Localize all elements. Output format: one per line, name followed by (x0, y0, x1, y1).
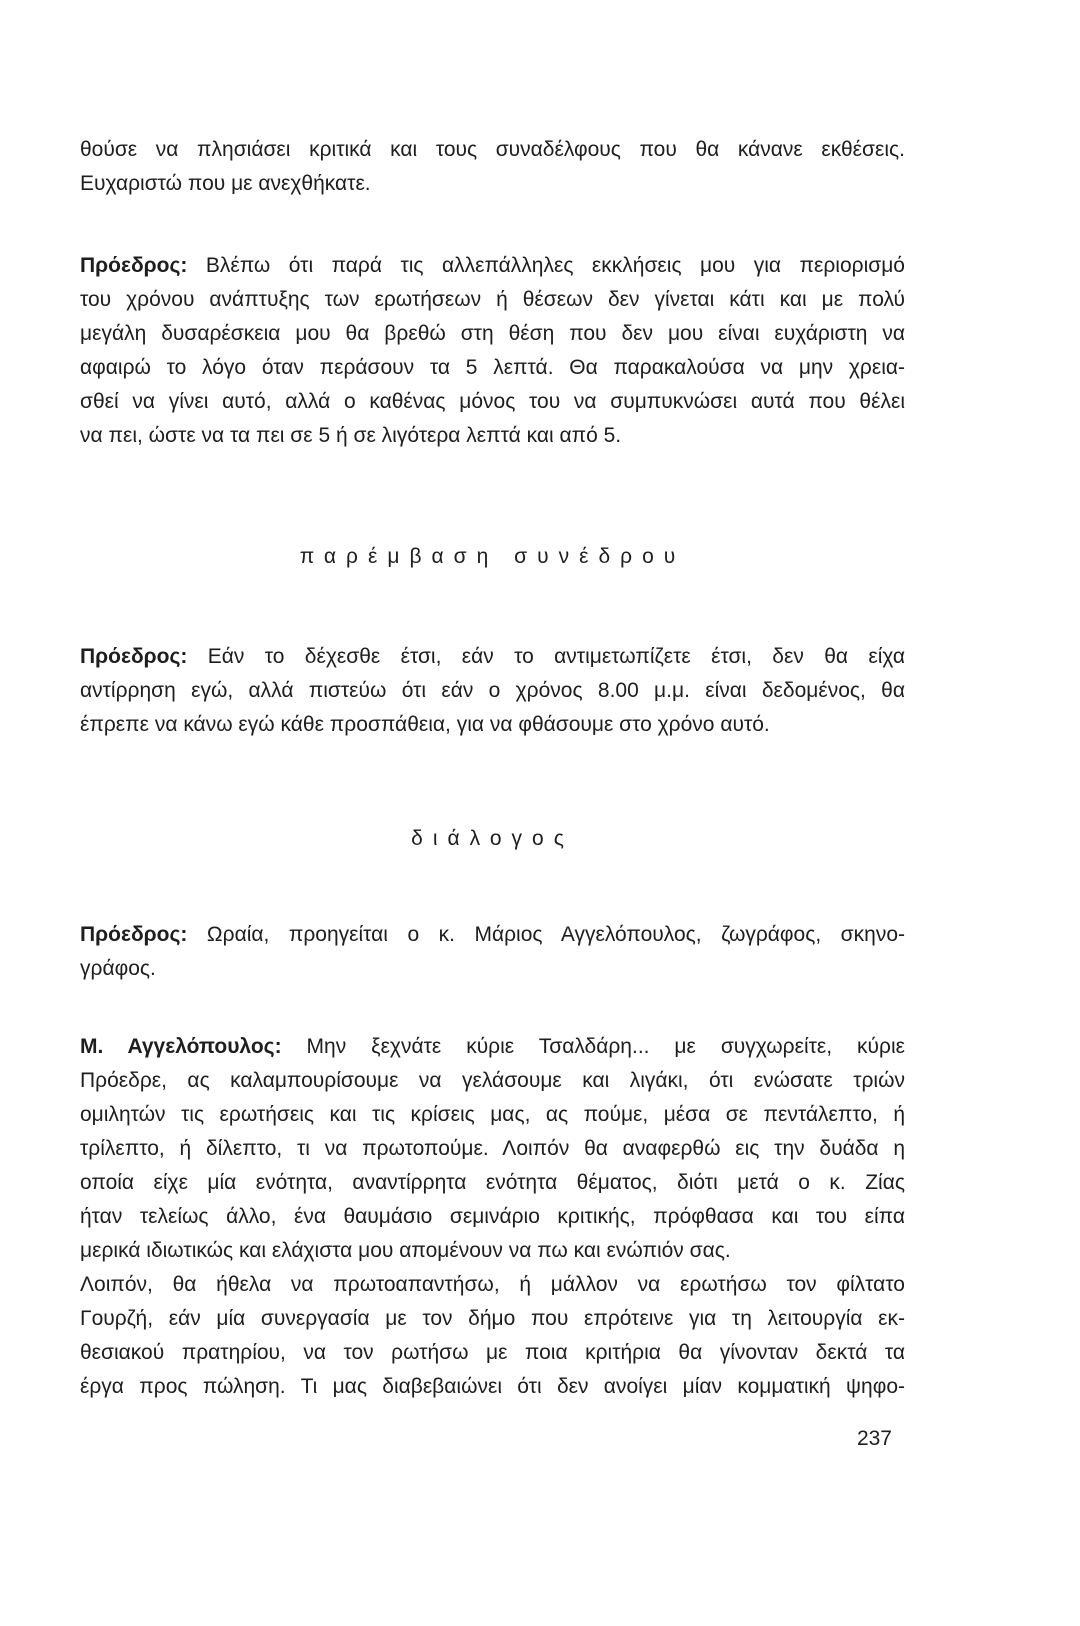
paragraph-angelopoulos (80, 1030, 905, 1404)
paragraph-president-3 (80, 918, 905, 986)
text-line: Γουρζή, εάν μία συνεργασία με τον δήμο που επρότεινε για τη λειτουργία εκ- (80, 1307, 905, 1330)
text-line: μερικά ιδιωτικώς και ελάχιστα μου απομένουν να πω και ενώπιόν σας. (80, 1239, 731, 1262)
text-line: Βλέπω ότι παρά τις αλλεπάλληλες εκκλήσεις μου για περιορισμό (187, 254, 905, 277)
paragraph-president-1 (80, 249, 905, 453)
text-line: του χρόνου ανάπτυξης των ερωτήσεων ή θέσεων δεν γίνεται κάτι και με πολύ (80, 288, 905, 311)
text-line: αφαιρώ το λόγο όταν περάσουν τα 5 λεπτά. Θα παρακαλούσα να μην χρεια- (80, 356, 905, 379)
paragraph-continuation (80, 133, 905, 201)
text-line: έπρεπε να κάνω εγώ κάθε προσπάθεια, για να φθάσουμε στο χρόνο αυτό. (80, 713, 770, 736)
section-heading-intervention: παρέμβαση συνέδρου (299, 545, 686, 568)
page-number: 237 (856, 1427, 892, 1450)
text-line: οποία είχε μία ενότητα, αναντίρρητα ενότητα θέματος, διότι μετά ο κ. Ζίας (80, 1171, 905, 1194)
text-line: Ωραία, προηγείται ο κ. Μάριος Αγγελόπουλος, ζωγράφος, σκηνο- (187, 923, 905, 946)
text-line: Εάν το δέχεσθε έτσι, εάν το αντιμετωπίζετε έτσι, δεν θα είχα (187, 645, 905, 668)
text-line: Πρόεδρε, ας καλαμπουρίσουμε να γελάσουμε και λιγάκι, ότι ενώσατε τριών (80, 1069, 905, 1092)
text-line: ομιλητών τις ερωτήσεις και τις κρίσεις μας, ας πούμε, μέσα σε πεντάλεπτο, ή (80, 1103, 905, 1126)
section-heading-dialogue: διάλογος (411, 827, 574, 850)
text-line: έργα προς πώληση. Τι μας διαβεβαιώνει ότι δεν ανοίγει μίαν κομματική ψηφο- (80, 1375, 905, 1398)
text-line: θεσιακού πρατηρίου, να τον ρωτήσω με ποια κριτήρια θα γίνονταν δεκτά τα (80, 1341, 905, 1364)
text-line: Ευχαριστώ που με ανεχθήκατε. (80, 172, 371, 195)
speaker-label: Πρόεδρος: (80, 645, 188, 668)
speaker-label: Πρόεδρος: (80, 923, 188, 946)
paragraph-president-2 (80, 640, 905, 742)
text-line: θούσε να πλησιάσει κριτικά και τους συναδέλφους που θα κάνανε εκθέσεις. (80, 138, 905, 161)
speaker-label: Μ. Αγγελόπουλος: (80, 1035, 282, 1058)
text-line: τρίλεπτο, ή δίλεπτο, τι να πρωτοπούμε. Λοιπόν θα αναφερθώ εις την δυάδα η (80, 1137, 905, 1160)
speaker-label: Πρόεδρος: (80, 254, 188, 277)
text-line: Μην ξεχνάτε κύριε Τσαλδάρη... με συγχωρείτε, κύριε (281, 1035, 906, 1058)
text-line: ήταν τελείως άλλο, ένα θαυμάσιο σεμινάριο κριτικής, πρόφθασα και του είπα (80, 1205, 905, 1228)
text-line: μεγάλη δυσαρέσκεια μου θα βρεθώ στη θέση που δεν μου είναι ευχάριστη να (80, 322, 905, 345)
text-line: γράφος. (80, 957, 156, 980)
text-line: να πει, ώστε να τα πει σε 5 ή σε λιγότερα λεπτά και από 5. (80, 424, 622, 447)
text-line: σθεί να γίνει αυτό, αλλά ο καθένας μόνος του να συμπυκνώσει αυτά που θέλει (80, 390, 905, 413)
text-line: αντίρρηση εγώ, αλλά πιστεύω ότι εάν ο χρόνος 8.00 μ.μ. είναι δεδομένος, θα (80, 679, 905, 702)
text-line: Λοιπόν, θα ήθελα να πρωτοαπαντήσω, ή μάλλον να ερωτήσω τον φίλτατο (80, 1273, 905, 1296)
